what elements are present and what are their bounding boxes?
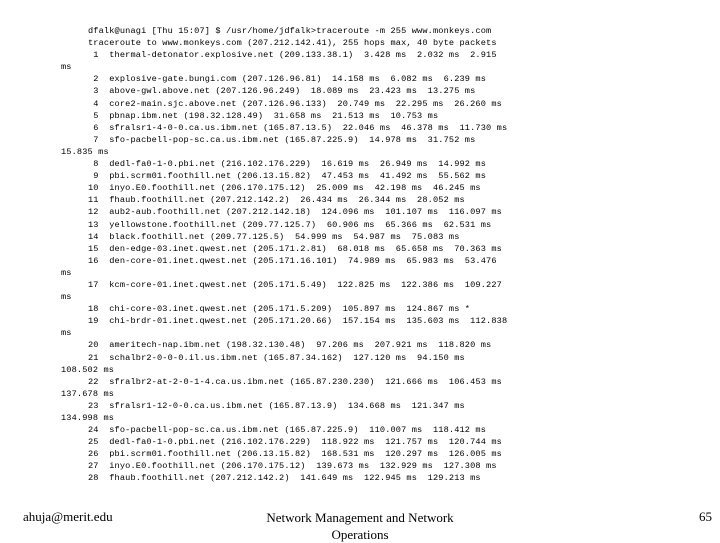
footer-author: ahuja@merit.edu [23,509,113,524]
terminal-line: 1 thermal-detonator.explosive.net (209.133.38.1) 3.428 ms 2.032 ms 2.915 [88,50,497,61]
terminal-line: 16 den-core-01.inet.qwest.net (205.171.16.101) 74.989 ms 65.983 ms 53.476 [88,255,497,266]
terminal-line: 6 sfralsr1-4-0-0.ca.us.ibm.net (165.87.13.5) 22.046 ms 46.378 ms 11.730 ms [88,122,508,133]
terminal-wrap-line: ms [61,267,72,278]
footer-title: Network Management and Network Operations [266,510,454,542]
terminal-line: 19 chi-brdr-01.inet.qwest.net (205.171.20.66) 157.154 ms 135.603 ms 112.838 [88,316,508,327]
terminal-line: 13 yellowstone.foothill.net (209.77.125.7) 60.906 ms 65.366 ms 62.531 ms [88,219,492,230]
terminal-wrap-line: ms [61,62,72,73]
terminal-line: 22 sfralbr2-at-2-0-1-4.ca.us.ibm.net (165.87.230.230) 121.666 ms 106.453 ms [88,376,502,387]
terminal-wrap-line: ms [61,292,72,303]
terminal-line: 4 core2-main.sjc.above.net (207.126.96.133) 20.749 ms 22.295 ms 26.260 ms [88,98,502,109]
terminal-line: 24 sfo-pacbell-pop-sc.ca.us.ibm.net (165.87.225.9) 110.007 ms 118.412 ms [88,425,487,436]
terminal-line: 9 pbi.scrm01.foothill.net (206.13.15.82) 47.453 ms 41.492 ms 55.562 ms [88,171,487,182]
terminal-line: 15 den-edge-03.inet.qwest.net (205.171.2.81) 68.018 ms 65.658 ms 70.363 ms [88,243,502,254]
terminal-wrap-line: 137.678 ms [61,388,115,399]
terminal-line: traceroute to www.monkeys.com (207.212.142.41), 255 hops max, 40 byte packets [88,38,497,49]
terminal-line: 2 explosive-gate.bungi.com (207.126.96.81) 14.158 ms 6.082 ms 6.239 ms [88,74,487,85]
terminal-line: 23 sfralsr1-12-0-0.ca.us.ibm.net (165.87.13.9) 134.668 ms 121.347 ms [88,400,465,411]
terminal-line: 28 fhaub.foothill.net (207.212.142.2) 141.649 ms 122.945 ms 129.213 ms [88,473,481,484]
terminal-line: 21 schalbr2-0-0-0.il.us.ibm.net (165.87.34.162) 127.120 ms 94.150 ms [88,352,465,363]
terminal-line: 5 pbnap.ibm.net (198.32.128.49) 31.658 ms 21.513 ms 10.753 ms [88,110,439,121]
terminal-line: 17 kcm-core-01.inet.qwest.net (205.171.5.49) 122.825 ms 122.386 ms 109.227 [88,279,502,290]
terminal-wrap-line: 15.835 ms [61,146,109,157]
terminal-line: 10 inyo.E0.foothill.net (206.170.175.12) 25.009 ms 42.198 ms 46.245 ms [88,183,481,194]
terminal-line: 18 chi-core-03.inet.qwest.net (205.171.5.209) 105.897 ms 124.867 ms * [88,304,471,315]
terminal-line: dfalk@unagi [Thu 15:07] $ /usr/home/jdfalk>traceroute -m 255 www.monkeys.com [88,26,492,36]
terminal-line: 14 black.foothill.net (209.77.125.5) 54.999 ms 54.987 ms 75.083 ms [88,231,460,242]
traceroute-output [61,25,708,485]
terminal-wrap-line: 134.998 ms [61,413,115,423]
terminal-line: 27 inyo.E0.foothill.net (206.170.175.12) 139.673 ms 132.929 ms 127.308 ms [88,461,497,472]
terminal-line: 20 ameritech-nap.ibm.net (198.32.130.48) 97.206 ms 207.921 ms 118.820 ms [88,340,492,351]
terminal-line: 25 dedl-fa0-1-0.pbi.net (216.102.176.229) 118.922 ms 121.757 ms 120.744 ms [88,437,502,448]
terminal-line: 26 pbi.scrm01.foothill.net (206.13.15.82) 168.531 ms 120.297 ms 126.005 ms [88,449,502,460]
terminal-wrap-line: 108.502 ms [61,364,115,375]
terminal-line: 7 sfo-pacbell-pop-sc.ca.us.ibm.net (165.87.225.9) 14.978 ms 31.752 ms [88,134,476,145]
page-number: 65 [699,509,712,524]
terminal-line: 11 fhaub.foothill.net (207.212.142.2) 26.434 ms 26.344 ms 28.052 ms [88,195,465,206]
terminal-line: 12 aub2-aub.foothill.net (207.212.142.18) 124.096 ms 101.107 ms 116.097 ms [88,207,502,218]
terminal-line: 3 above-gwl.above.net (207.126.96.249) 18.089 ms 23.423 ms 13.275 ms [88,86,476,97]
terminal-line: 8 dedl-fa0-1-0.pbi.net (216.102.176.229) 16.619 ms 26.949 ms 14.992 ms [88,159,487,170]
terminal-wrap-line: ms [61,328,72,339]
